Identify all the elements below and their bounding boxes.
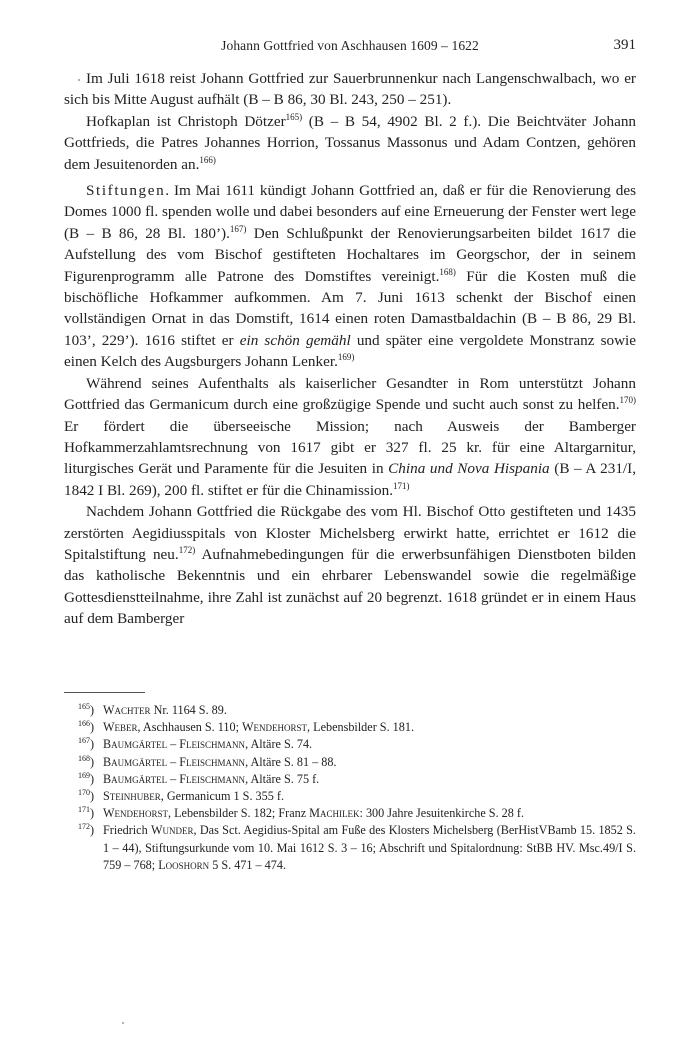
text-run: , Lebensbilder S. 182; Franz: [168, 806, 310, 821]
text-run: Hofkaplan ist Christoph Dötzer: [86, 112, 286, 130]
paragraph: [64, 68, 636, 111]
footnote: [64, 805, 636, 822]
page-header: [64, 38, 636, 60]
text-run: Während seines Aufenthalts als kaiserlicher Gesandter in Rom unterstützt Johann Gottfried das Germanicum durch eine großzügige Spende und sucht auch sonst zu helfen.: [64, 374, 636, 414]
footnote: [64, 771, 636, 788]
text-run: , Das Sct. Aegidius-Spital am Fuße des Klosters Michelsberg (BerHistVBamb 15. 1852 S. 1 – 44), Stiftungsurkunde vom 10. Mai 1612 S. 3 – 16; Abschrift und Spitalordnung: StBB HV. Msc.49/I S. 759 – 768;: [103, 823, 636, 872]
footnote: [64, 754, 636, 771]
text-run: Für die Kosten muß die bischöfliche Hofkammer aufkommen. Am 7. Juni 1613 schenkt der Bischof einen vollständigen Ornat in das Domstift, 1614 einen roten Damastbaldachin (B – B 86, 29 Bl. 103’, 229’). 1616 stiftet er: [64, 267, 637, 349]
text-run: (B – B 54, 4902 Bl. 2 f.). Die Beichtväter Johann Gottfrieds, die Patres Johannes Horrion, Tossanus Massonus und Adam Contzen, gehören dem Jesuitenorden an.: [64, 112, 637, 173]
text-run: Nachdem Johann Gottfried die Rückgabe des vom Hl. Bischof Otto gestifteten und 1435 zerstörten Aegidiusspitals von Kloster Michelsberg erwirkt hatte, errichtet er 1612 die Spitalstiftung neu.: [64, 503, 636, 563]
footnote-text: [103, 823, 636, 871]
text-run: Nr. 1164 S. 89.: [150, 703, 227, 717]
text-run: , Altäre S. 75 f.: [245, 771, 320, 786]
footnote-separator: [64, 692, 145, 693]
footnote: [64, 719, 636, 736]
author-name: Weber: [103, 720, 138, 735]
footnote-number: $^{169}$): [78, 770, 95, 786]
paragraph: [64, 180, 636, 373]
footnotes: [64, 702, 636, 874]
footnote: [64, 822, 636, 874]
text-run: Den Schlußpunkt der Renovierungsarbeiten bildet 1617 die Aufstellung des vom Bischof gestifteten Hochaltares im Georgschor, der in seinem Figurenprogramm alle Patrone des Domstiftes vereinigt.: [64, 224, 636, 285]
author-name: Baumgärtel – Fleischmann: [103, 737, 246, 752]
footnote-reference: 165): [285, 111, 303, 122]
author-name: Machilek: [309, 806, 360, 821]
footnote-text: [103, 806, 524, 820]
footnote-reference: 171): [393, 480, 410, 491]
footnote-number: $^{166}$): [78, 719, 95, 735]
author-name: Baumgärtel – Fleischmann: [103, 771, 246, 786]
footnote-number: $^{171}$): [78, 805, 95, 821]
author-name: Wendehorst: [103, 806, 169, 821]
footnote-text: [103, 703, 227, 717]
italic-text: ein schön gemähl: [239, 331, 351, 349]
footnote: [64, 736, 636, 753]
footnote-text: [103, 720, 414, 734]
footnote-text: [103, 772, 319, 786]
author-name: Looshorn: [158, 857, 210, 872]
author-name: Baumgärtel – Fleischmann: [103, 754, 246, 769]
body-text: [64, 68, 636, 630]
footnote-text: [103, 789, 284, 803]
text-run: 5 S. 471 – 474.: [209, 857, 286, 872]
footnote-reference: 172): [178, 544, 196, 555]
paragraph: [64, 111, 636, 175]
text-run: , Altäre S. 74.: [245, 737, 313, 752]
footnote-number: $^{167}$): [78, 736, 95, 752]
text-run: . Im Mai 1611 kündigt Johann Gottfried an, daß er für die Renovierung des Domes 1000 fl. spenden wolle und dabei besonders auf eine Erneuerung der Fenster wert lege (B – B 86, 28 Bl. 180’).: [64, 182, 636, 242]
footnote-number: $^{172}$): [78, 822, 95, 838]
text-run: Im Juli 1618 reist Johann Gottfried zur Sauerbrunnenkur nach Langenschwalbach, wo er sich bis Mitte August aufhält (B – B 86, 30 Bl. 243, 250 – 251).: [64, 70, 636, 109]
text-run: , Aschhausen S. 110;: [137, 720, 243, 735]
page-number: 391: [613, 37, 636, 53]
author-name: Wunder: [151, 823, 194, 838]
footnote-text: [103, 755, 336, 769]
paragraph: [64, 501, 636, 629]
text-run: , Altäre S. 81 – 88.: [245, 754, 337, 769]
paragraph: [64, 373, 636, 501]
scan-speck: [122, 1022, 124, 1024]
text-run: (B – A 231/I, 1842 I Bl. 269), 200 fl. stiftet er für die Chinamission.: [64, 460, 636, 499]
footnote-number: $^{168}$): [78, 753, 95, 769]
section-keyword: Stiftungen: [86, 182, 166, 200]
author-name: Wendehorst: [242, 720, 308, 735]
author-name: Steinhuber: [103, 789, 161, 804]
text-run: Er fördert die überseeische Mission; nach Ausweis der Bamberger Hofkammerzahlamtsrechnung von 1617 gibt er 327 fl. 25 kr. für eine Altargarnitur, liturgisches Gerät und Paramente für die Jesuiten in: [64, 417, 636, 478]
text-run: , Germanicum 1 S. 355 f.: [160, 789, 284, 804]
text-run: Aufnahmebedingungen für die erwerbsunfähigen Dienstboten bilden das katholische Bekenntnis und ein ehrbarer Lebenswandel sowie die regelmäßige Gottesdienstteilnahme, ihre Zahl ist zunächst auf 20 begrenzt. 1618 gründet er in einem Haus auf dem Bamberger: [64, 545, 636, 628]
footnote-number: $^{170}$): [78, 787, 95, 804]
footnote-number: $^{165}$): [78, 701, 95, 717]
scan-speck: [78, 79, 80, 81]
text-run: und später eine vergoldete Monstranz sowie einen Kelch des Augsburgers Johann Lenker.: [64, 331, 636, 371]
footnote-reference: 166): [199, 154, 216, 165]
text-run: Friedrich: [103, 823, 151, 838]
footnote-reference: 168): [439, 266, 456, 277]
footnote-text: [103, 737, 312, 751]
text-run: , Lebensbilder S. 181.: [307, 720, 414, 735]
text-run: : 300 Jahre Jesuitenkirche S. 28 f.: [359, 806, 525, 821]
footnote: [64, 702, 636, 719]
italic-text: China und Nova Hispania: [388, 460, 550, 478]
running-title: Johann Gottfried von Aschhausen 1609 – 1622: [221, 38, 479, 53]
footnote-reference: 170): [619, 395, 636, 406]
footnote-reference: 169): [337, 352, 355, 363]
footnote-reference: 167): [229, 223, 247, 234]
footnote: [64, 788, 636, 805]
author-name: Wachter: [103, 703, 151, 717]
